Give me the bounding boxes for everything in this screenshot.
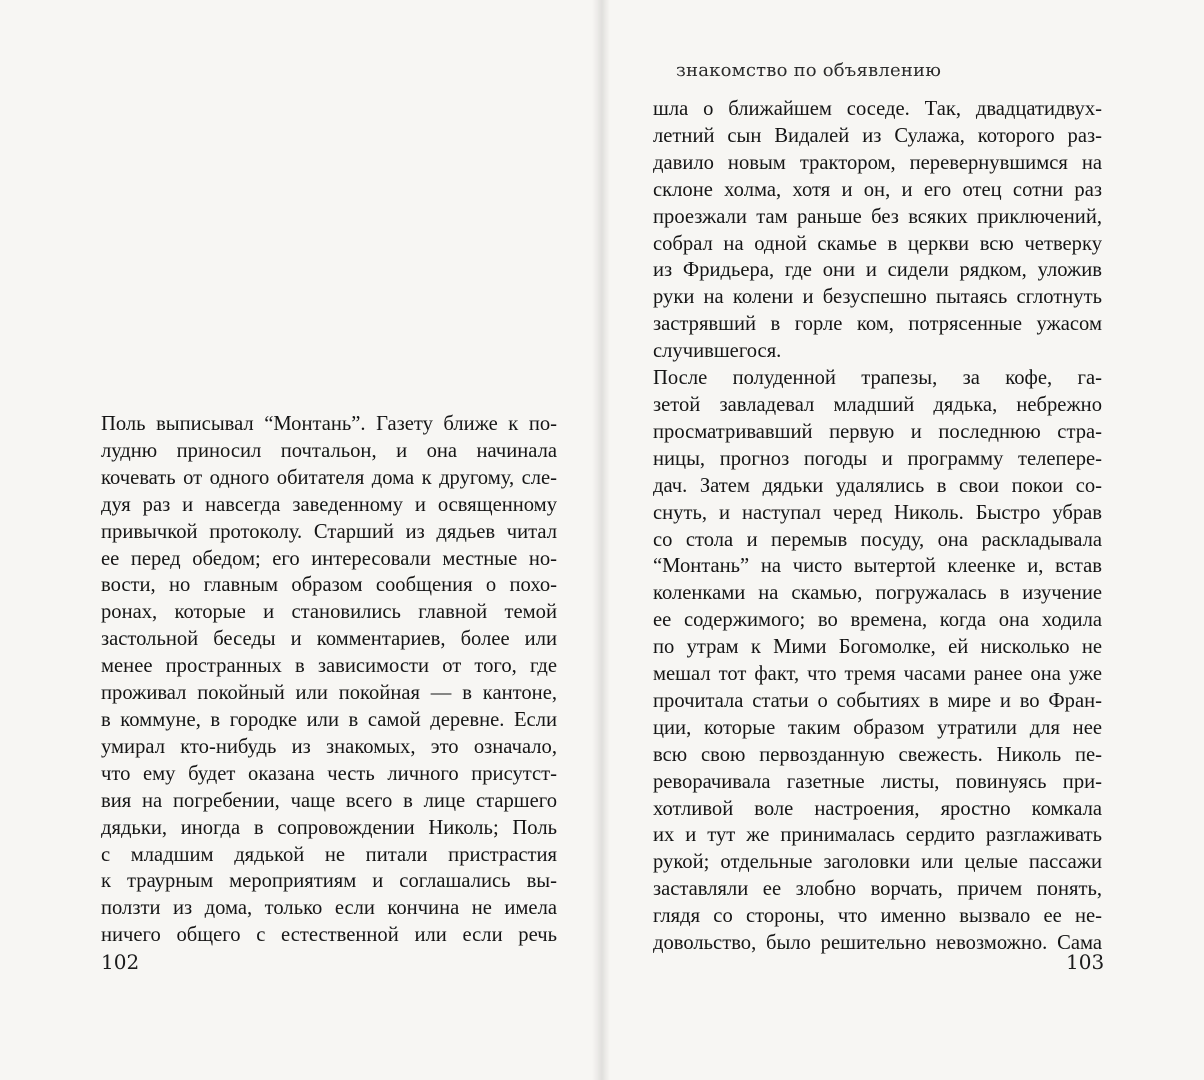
text-line: склоне холма, хотя и он, и его отец сотни раз	[653, 178, 1102, 201]
text-line: После полуденной трапезы, за кофе, га-	[653, 367, 1102, 390]
text-line: застольной беседы и комментариев, более или	[101, 628, 557, 651]
text-line: проезжали там раньше без всяких приключений,	[653, 205, 1102, 228]
text-line: шла о ближайшем соседе. Так, двадцатидвух-	[653, 98, 1102, 120]
text-line: проживал покойный или покойная — в кантоне,	[101, 682, 557, 705]
text-line: ронах, которые и становились главной темой	[101, 601, 557, 624]
text-line: “Монтань” на чисто вытертой клеенке и, встав	[653, 555, 1102, 578]
text-line: ее содержимого; во времена, когда она ходила	[653, 609, 1102, 632]
text-line: кочевать от одного обитателя дома к другому, сле-	[101, 466, 557, 489]
text-line: дядьки, иногда в сопровождении Николь; Поль	[101, 816, 557, 839]
page-number-right: 103	[1066, 950, 1105, 974]
text-line: к траурным мероприятиям и соглашались вы-	[101, 870, 557, 893]
text-line: просматривавший первую и последнюю стра-	[653, 420, 1102, 443]
running-head: знакомство по объявлению	[676, 60, 942, 81]
text-line: летний сын Видалей из Сулажа, которого раз-	[653, 124, 1102, 147]
text-line: довольство, было решительно невозможно. Сама	[653, 932, 1102, 955]
text-line: реворачивала газетные листы, повинуясь при-	[653, 770, 1102, 793]
text-line: с младшим дядькой не питали пристрастия	[101, 843, 557, 866]
text-line: застрявший в горле ком, потрясенные ужасом	[653, 313, 1102, 336]
text-line: вости, но главным образом сообщения о похо-	[101, 574, 557, 597]
text-line: в коммуне, в городке или в самой деревне. Если	[101, 708, 557, 731]
text-line: дач. Затем дядьки удалялись в свои покои со-	[653, 474, 1102, 497]
text-line: коленками на скамью, погружалась в изучение	[653, 582, 1102, 605]
text-line: заставляли ее злобно ворчать, причем понять,	[653, 878, 1102, 901]
text-line: ничего общего с естественной или если речь	[101, 924, 557, 947]
text-line: дуя раз и навсегда заведенному и освященному	[101, 493, 557, 516]
text-line: руки на колени и безуспешно пытаясь сглотнуть	[653, 286, 1102, 309]
text-line: Поль выписывал “Монтань”. Газету ближе к по-	[101, 413, 557, 435]
text-line: случившегося.	[653, 340, 782, 363]
text-line: зетой завладевал младший дядька, небрежно	[653, 393, 1102, 416]
text-line: из Фридьера, где они и сидели рядком, уложив	[653, 259, 1102, 282]
text-line: ее перед обедом; его интересовали местные но-	[101, 547, 557, 570]
book-gutter	[592, 0, 610, 1080]
text-line: прочитала статьи о событиях в мире и во Фран-	[653, 689, 1102, 712]
right-page-text	[653, 96, 1102, 957]
text-line: их и тут же принималась сердито разглаживать	[653, 824, 1102, 847]
text-line: снуть, и наступал черед Николь. Быстро убрав	[653, 501, 1102, 524]
text-line: привычкой протоколу. Старший из дядьев читал	[101, 520, 557, 543]
text-line: менее пространных в зависимости от того, где	[101, 655, 557, 678]
text-line: по утрам к Мими Богомолке, ей нисколько не	[653, 636, 1102, 659]
left-page-text	[101, 411, 557, 949]
text-line: рукой; отдельные заголовки или целые пассажи	[653, 851, 1102, 874]
text-line: умирал кто-нибудь из знакомых, это означало,	[101, 735, 557, 758]
text-line: вия на погребении, чаще всего в лице старшего	[101, 789, 557, 812]
text-line: мешал тот факт, что тремя часами ранее она уже	[653, 663, 1102, 686]
text-line: лудню приносил почтальон, и она начинала	[101, 439, 557, 462]
text-line: хотливой воле настроения, яростно комкала	[653, 797, 1102, 820]
text-line: всю свою первозданную свежесть. Николь пе-	[653, 743, 1102, 766]
text-line: собрал на одной скамье в церкви всю четверку	[653, 232, 1102, 255]
text-line: давило новым трактором, перевернувшимся на	[653, 151, 1102, 174]
text-line: со стола и перемыв посуду, она раскладывала	[653, 528, 1102, 551]
page-number-left: 102	[101, 950, 140, 974]
text-line: глядя со стороны, что именно вызвало ее не-	[653, 905, 1102, 928]
text-line: ницы, прогноз погоды и программу телепере-	[653, 447, 1102, 470]
text-line: что ему будет оказана честь личного присутст-	[101, 762, 557, 785]
text-line: ползти из дома, только если кончина не имела	[101, 897, 557, 920]
text-line: ции, которые таким образом утратили для нее	[653, 716, 1102, 739]
